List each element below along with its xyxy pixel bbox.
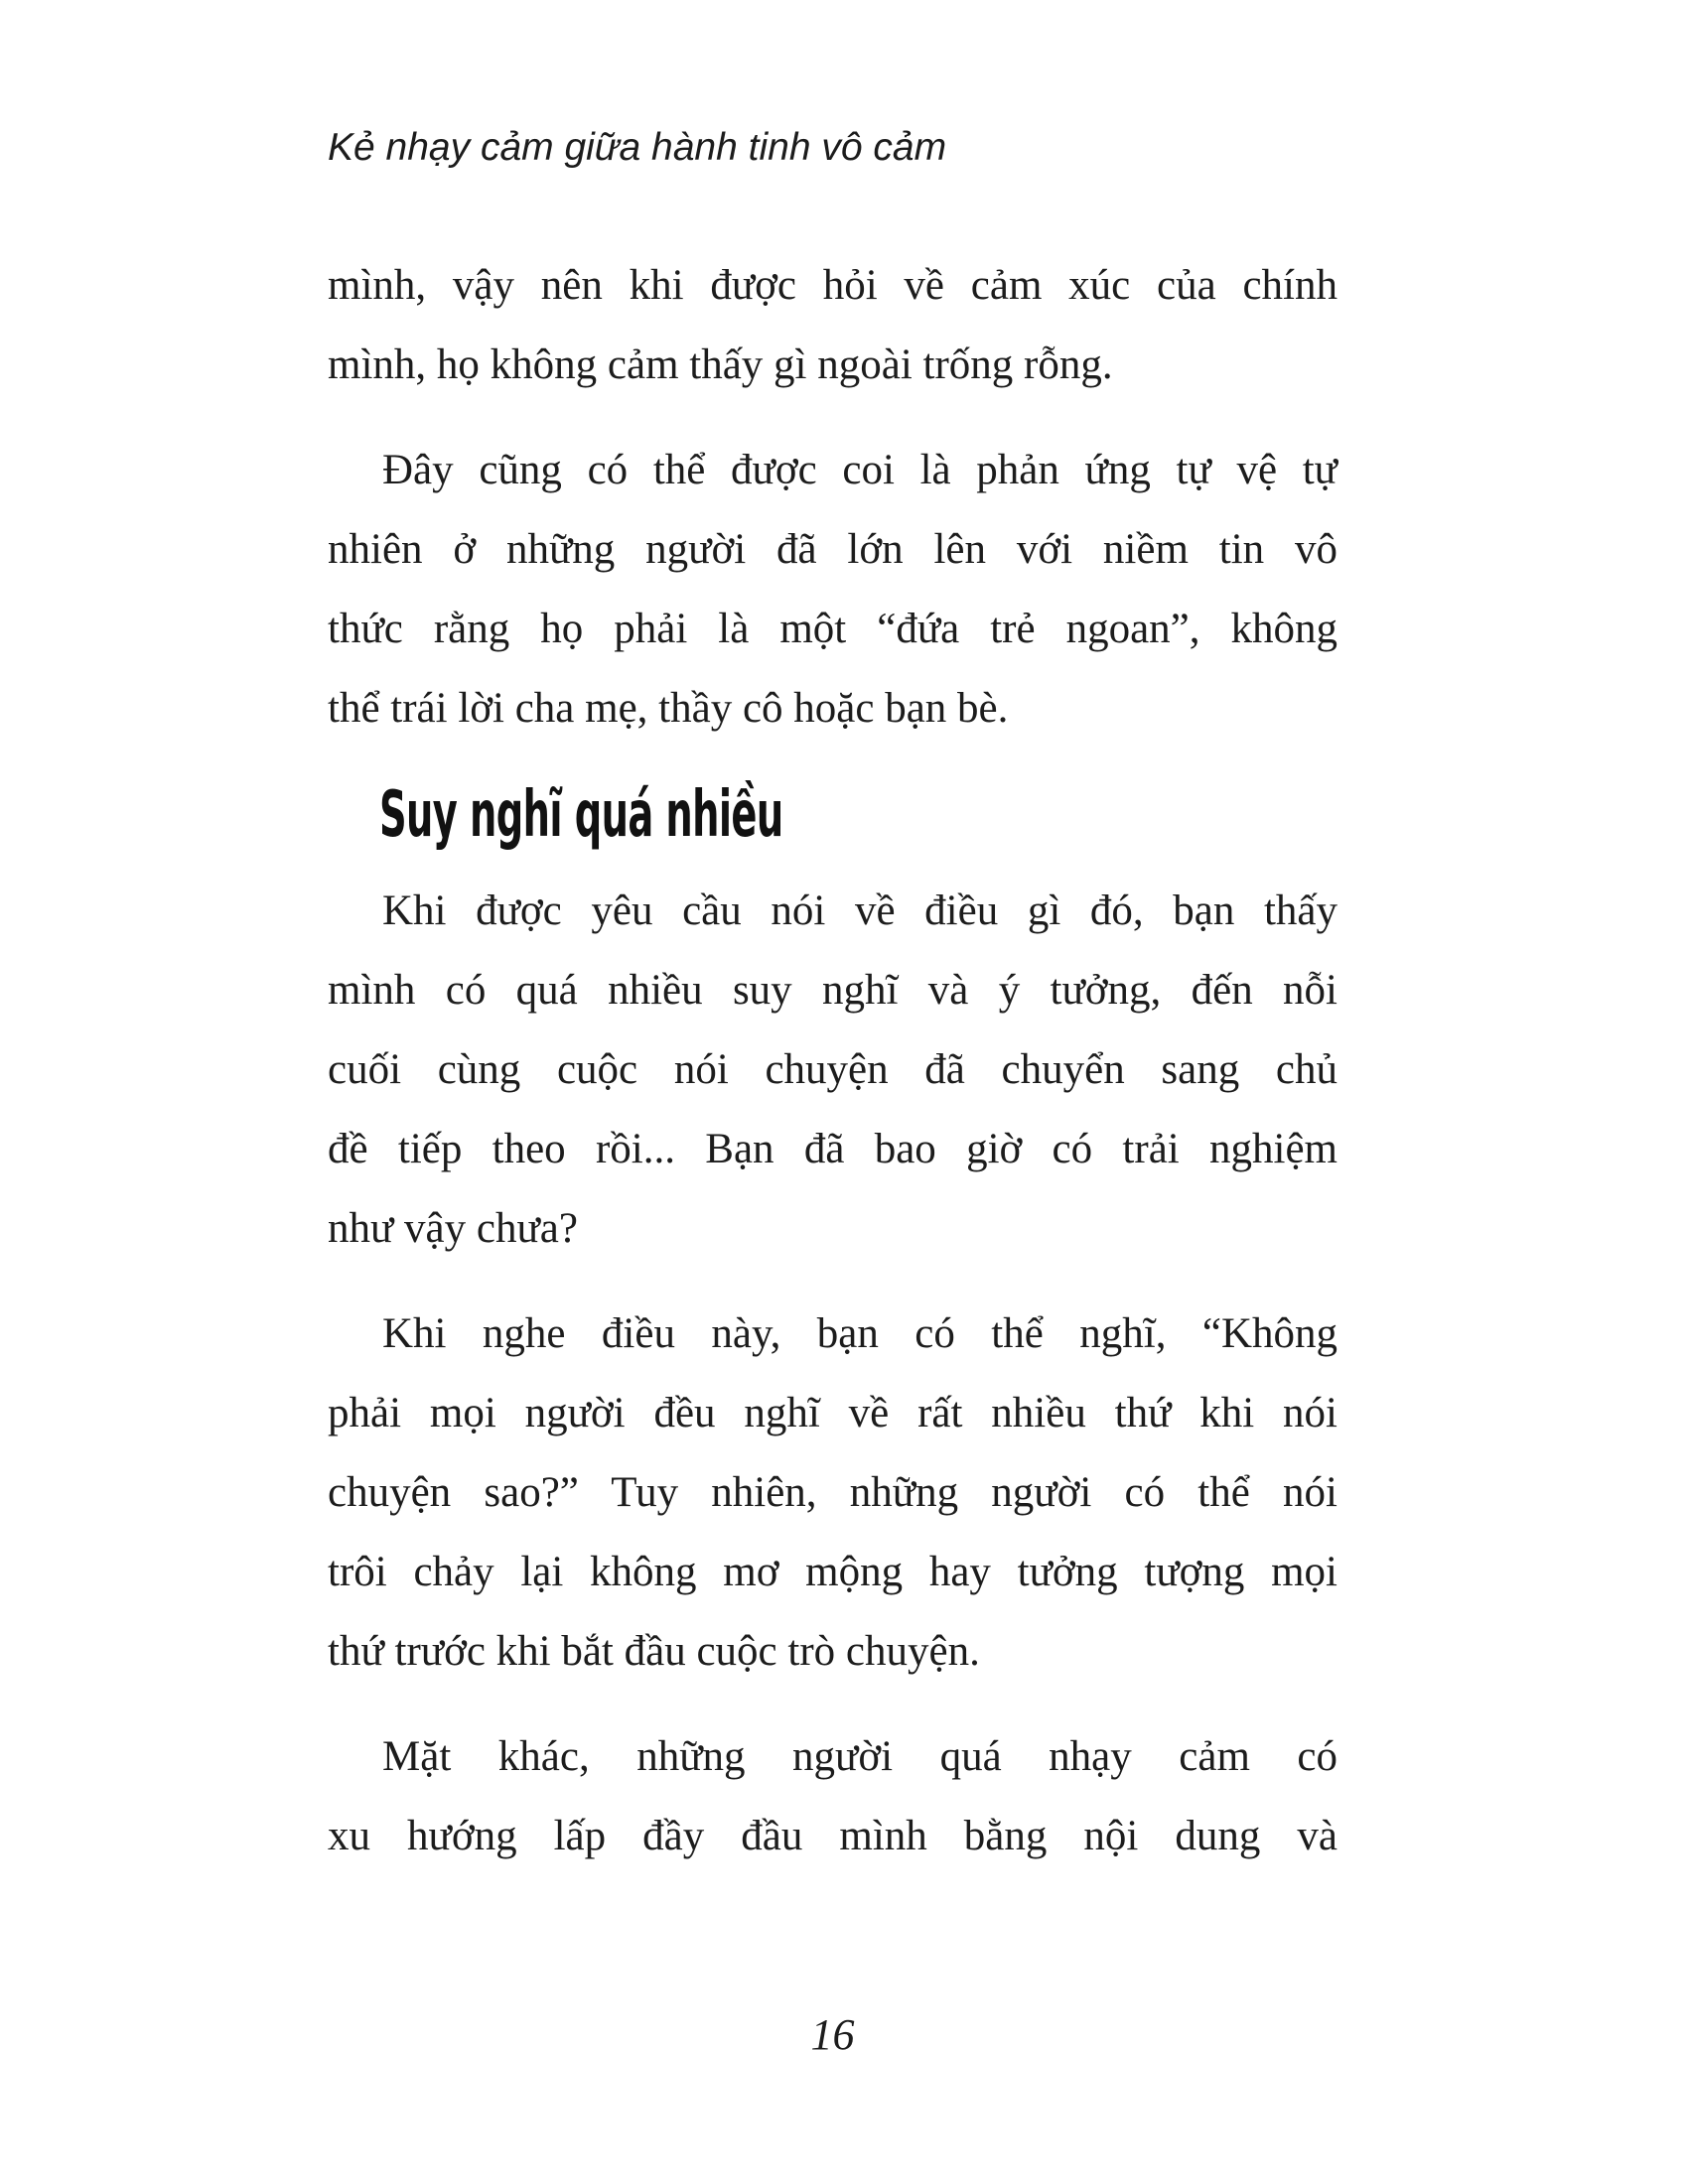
text-line: mình, vậy nên khi được hỏi về cảm xúc của chính [328, 262, 1337, 309]
paragraph-5 [328, 1717, 1337, 1876]
text-line: thức rằng họ phải là một “đứa trẻ ngoan”, không [328, 606, 1337, 652]
text-line: mình, họ không cảm thấy gì ngoài trống rỗng. [328, 341, 1113, 388]
text-line: Khi nghe điều này, bạn có thể nghĩ, “Không [382, 1310, 1337, 1357]
text-line: mình có quá nhiều suy nghĩ và ý tưởng, đến nỗi [328, 967, 1337, 1014]
text-line: như vậy chưa? [328, 1205, 578, 1252]
text-line: đề tiếp theo rồi... Bạn đã bao giờ có trải nghiệm [328, 1126, 1337, 1172]
text-line: xu hướng lấp đầy đầu mình bằng nội dung và [328, 1813, 1337, 1859]
paragraph-3 [328, 872, 1337, 1269]
text-line: thứ trước khi bắt đầu cuộc trò chuyện. [328, 1628, 980, 1675]
text-line: Khi được yêu cầu nói về điều gì đó, bạn thấy [382, 887, 1337, 934]
text-line: Mặt khác, những người quá nhạy cảm có [382, 1733, 1337, 1780]
paragraph-1 [328, 246, 1337, 405]
text-line: phải mọi người đều nghĩ về rất nhiều thứ khi nói [328, 1390, 1337, 1436]
text-line: thể trái lời cha mẹ, thầy cô hoặc bạn bè. [328, 685, 1009, 732]
text-line: chuyện sao?” Tuy nhiên, những người có thể nói [328, 1469, 1337, 1516]
text-line: trôi chảy lại không mơ mộng hay tưởng tượng mọi [328, 1549, 1337, 1595]
paragraph-4 [328, 1295, 1337, 1692]
paragraph-2 [328, 431, 1337, 749]
page-number: 16 [810, 2010, 855, 2059]
text-line: Đây cũng có thể được coi là phản ứng tự vệ tự [382, 447, 1337, 493]
page-content [328, 246, 1337, 1902]
section-heading: Suy nghĩ quá nhiều [379, 778, 783, 852]
running-header: Kẻ nhạy cảm giữa hành tinh vô cảm [328, 126, 947, 169]
text-line: cuối cùng cuộc nói chuyện đã chuyển sang chủ [328, 1046, 1337, 1093]
text-line: nhiên ở những người đã lớn lên với niềm tin vô [328, 526, 1337, 573]
